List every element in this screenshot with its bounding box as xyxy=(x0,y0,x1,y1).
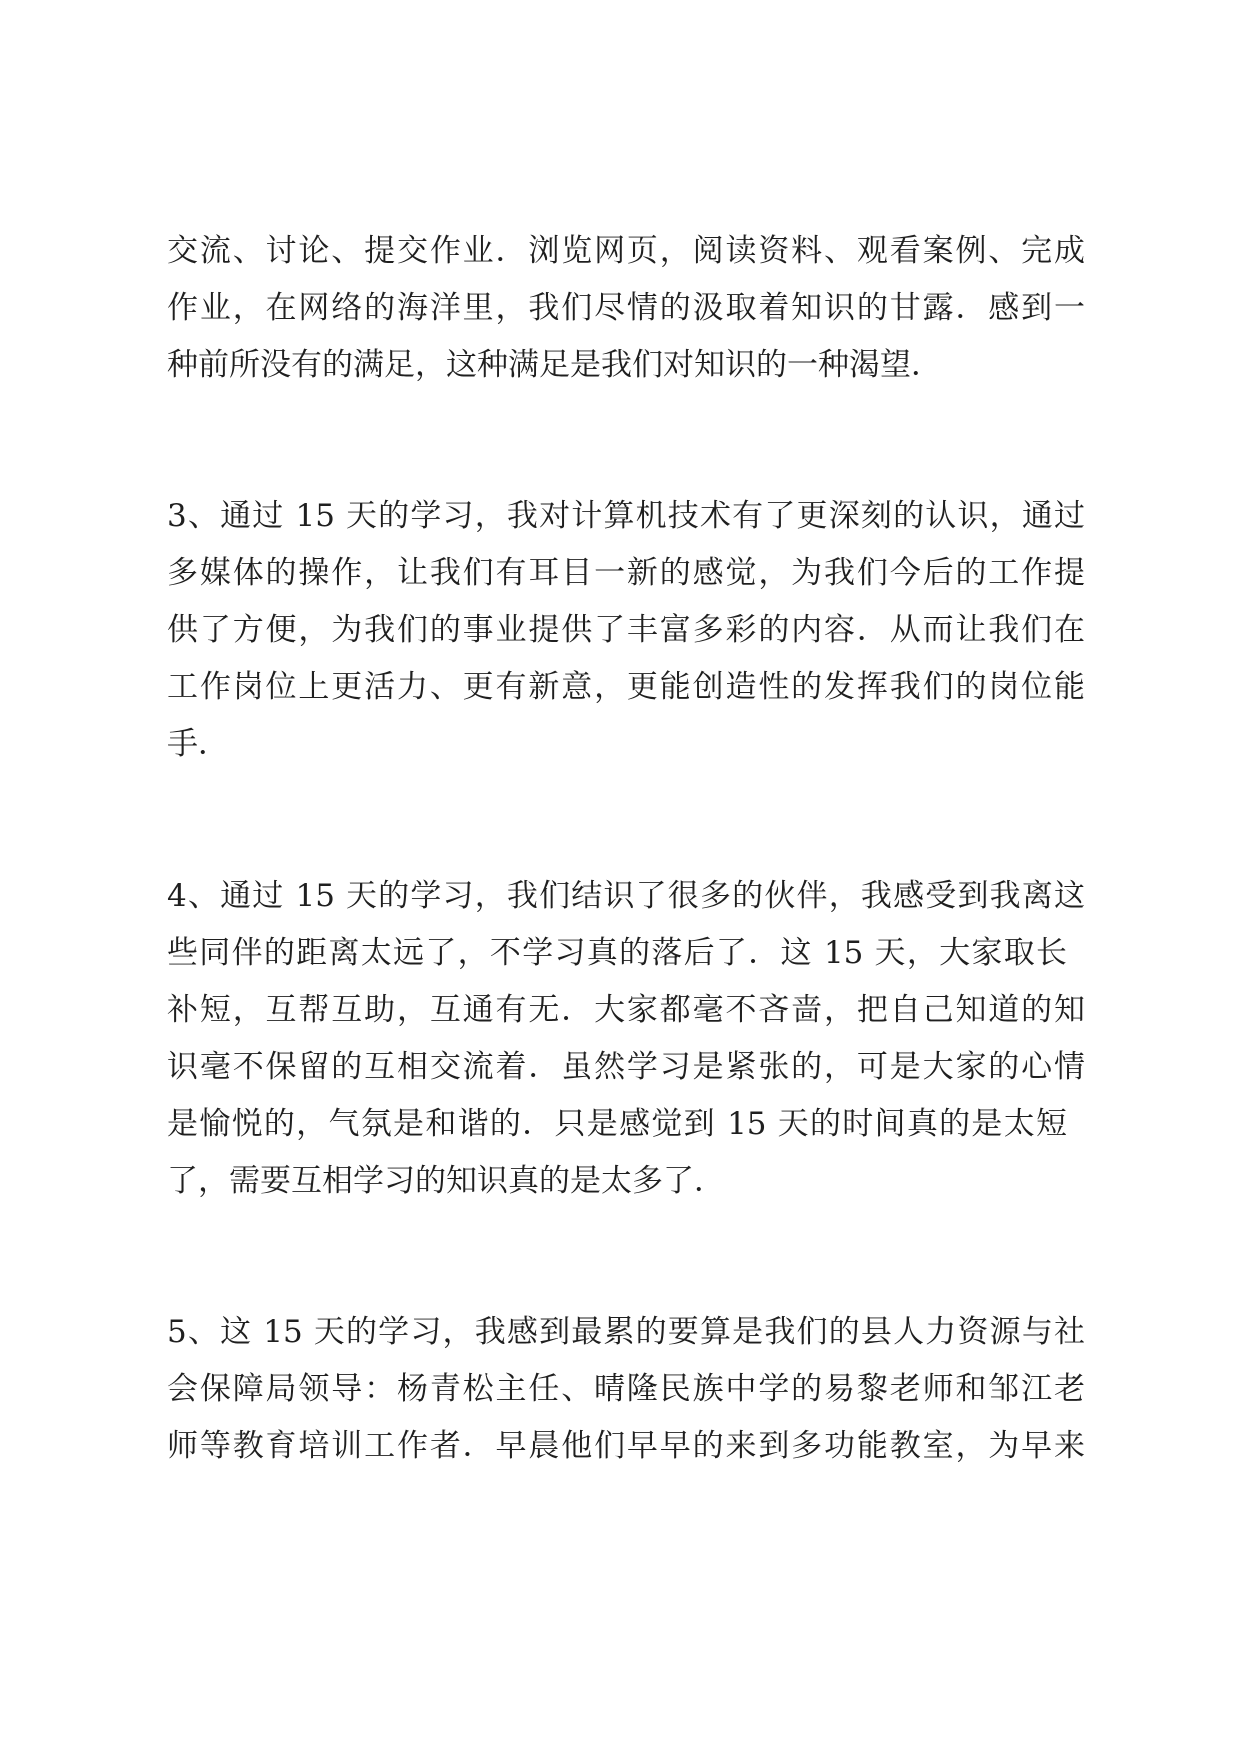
paragraph-4-line-3: 师等教育培训工作者．早晨他们早早的来到多功能教室，为早来 xyxy=(167,1428,1085,1464)
paragraph-1-line-2: 作业，在网络的海洋里，我们尽情的汲取着知识的甘露．感到一 xyxy=(167,290,1085,326)
paragraph-4-line-2: 会保障局领导：杨青松主任、晴隆民族中学的易黎老师和邹江老 xyxy=(167,1371,1085,1407)
paragraph-4-line-1: 5、这 15 天的学习，我感到最累的要算是我们的县人力资源与社 xyxy=(167,1314,1085,1350)
paragraph-3-line-1: 4、通过 15 天的学习，我们结识了很多的伙伴，我感受到我离这 xyxy=(167,878,1085,914)
paragraph-2-line-3: 供了方便，为我们的事业提供了丰富多彩的内容．从而让我们在 xyxy=(167,612,1085,648)
paragraph-3-line-2: 些同伴的距离太远了，不学习真的落后了．这 15 天，大家取长 xyxy=(167,935,1067,971)
paragraph-2-line-1: 3、通过 15 天的学习，我对计算机技术有了更深刻的认识，通过 xyxy=(167,498,1085,534)
paragraph-2-line-5: 手． xyxy=(167,726,229,762)
paragraph-3-line-6: 了，需要互相学习的知识真的是太多了． xyxy=(167,1163,725,1199)
paragraph-3-line-4: 识毫不保留的互相交流着．虽然学习是紧张的，可是大家的心情 xyxy=(167,1049,1085,1085)
paragraph-3-line-3: 补短，互帮互助，互通有无．大家都毫不吝啬，把自己知道的知 xyxy=(167,992,1085,1028)
paragraph-2-line-4: 工作岗位上更活力、更有新意，更能创造性的发挥我们的岗位能 xyxy=(167,669,1085,705)
paragraph-1-line-3: 种前所没有的满足，这种满足是我们对知识的一种渴望． xyxy=(167,347,942,383)
paragraph-1-line-1: 交流、讨论、提交作业．浏览网页，阅读资料、观看案例、完成 xyxy=(167,233,1085,269)
paragraph-3-line-5: 是愉悦的，气氛是和谐的．只是感觉到 15 天的时间真的是太短 xyxy=(167,1106,1067,1142)
paragraph-2-line-2: 多媒体的操作，让我们有耳目一新的感觉，为我们今后的工作提 xyxy=(167,555,1085,591)
